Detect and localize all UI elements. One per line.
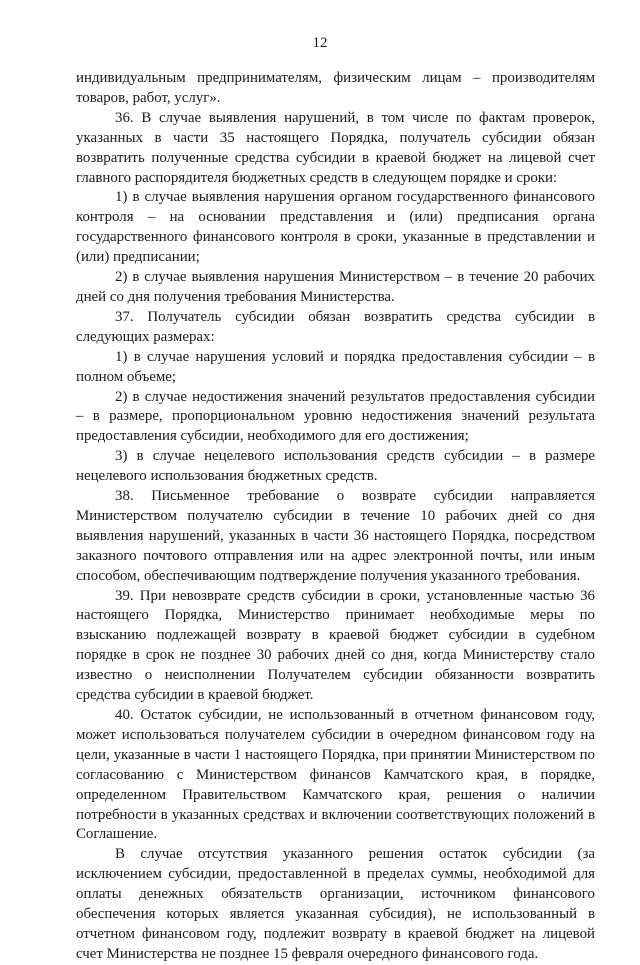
- paragraph-section-37-item-3: 3) в случае нецелевого использования средств субсидии – в размере нецелевого использования бюджетных средств.: [76, 448, 595, 485]
- paragraph-section-36: 36. В случае выявления нарушений, в том числе по фактам проверок, указанных в части 35 настоящего Порядка, получатель субсидии обязан возвратить полученные средства субсидии в краевой бюджет на лицевой счет главного распорядителя бюджетных средств в следующем порядке и сроки:: [76, 109, 595, 186]
- paragraph-section-37-item-2: 2) в случае недостижения значений результатов предоставления субсидии – в размере, пропорциональном уровню недостижения значений результата предоставления субсидии, необходимого для его достижения;: [76, 388, 595, 445]
- paragraph-section-36-item-1: 1) в случае выявления нарушения органом государственного финансового контроля – на основании представления и (или) предписания органа государственного финансового контроля в сроки, указанные в представлении и (или) предписании;: [76, 189, 595, 266]
- paragraph-section-37: 37. Получатель субсидии обязан возвратить средства субсидии в следующих размерах:: [76, 308, 595, 345]
- paragraph-continuation: индивидуальным предпринимателям, физическим лицам – производителям товаров, работ, услуг».: [76, 70, 595, 106]
- paragraph-section-39: 39. При невозврате средств субсидии в сроки, установленные частью 36 настоящего Порядка, Министерство принимает необходимые меры по взысканию подлежащей возврату в краевой бюджет субсидии в судебном порядке в срок не позднее 30 рабочих дней со дня, когда Министерству стало известно о неисполнении Получателем субсидии обязанности возвратить средства субсидии в краевой бюджет.: [76, 587, 595, 704]
- paragraph-section-37-item-1: 1) в случае нарушения условий и порядка предоставления субсидии – в полном объеме;: [76, 348, 595, 385]
- paragraph-section-40-continued: В случае отсутствия указанного решения остаток субсидии (за исключением субсидии, предоставленной в пределах суммы, необходимой для оплаты денежных обязательств организации, источником финансового обеспечения которых является указанная субсидия), не использованный в отчетном финансовом году, подлежит возврату в краевой бюджет на лицевой счет Министерства не позднее 15 февраля очередного финансового года.: [76, 846, 595, 962]
- page-number: 12: [312, 35, 328, 51]
- paragraph-section-38: 38. Письменное требование о возврате субсидии направляется Министерством получателю субсидии в течение 10 рабочих дней со дня выявления нарушений, указанных в части 36 настоящего Порядка, посредством заказного почтового отправления или на адрес электронной почты, или иным способом, обеспечивающим подтверждение получения указанного требования.: [76, 488, 595, 584]
- paragraph-section-40: 40. Остаток субсидии, не использованный в отчетном финансовом году, может использоваться получателем субсидии в очередном финансовом году на цели, указанные в части 1 настоящего Порядка, при принятии Министерством по согласованию с Министерством финансов Камчатского края, в порядке, определенном Правительством Камчатского края, решения о наличии потребности в указанных средствах и включении соответствующих положений в Соглашение.: [76, 707, 595, 843]
- paragraph-section-36-item-2: 2) в случае выявления нарушения Министерством – в течение 20 рабочих дней со дня получения требования Министерства.: [76, 269, 595, 305]
- document-body: [76, 69, 595, 965]
